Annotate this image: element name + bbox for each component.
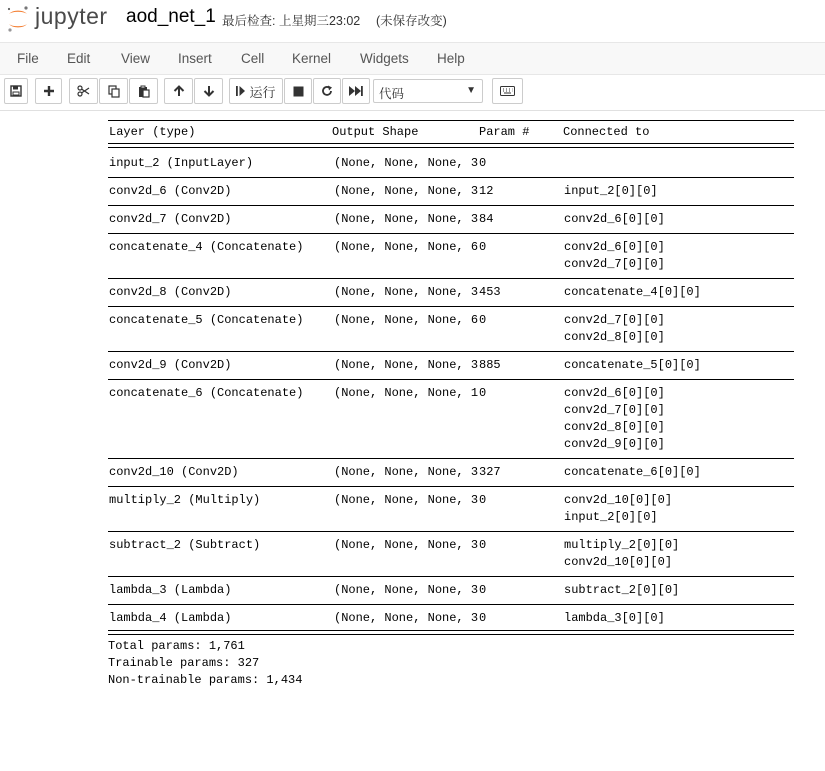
row-separator bbox=[108, 576, 794, 577]
trainable-params: Trainable params: 327 bbox=[108, 656, 260, 670]
cell-type-select[interactable] bbox=[373, 79, 483, 103]
param-count-cell: 84 bbox=[479, 212, 494, 226]
layer-name-cell: concatenate_4 (Concatenate) bbox=[109, 240, 304, 254]
connected-to-cell bbox=[564, 312, 665, 346]
cut-button[interactable] bbox=[69, 78, 98, 104]
output-shape-cell: (None, None, None, 3 bbox=[334, 156, 479, 170]
param-count-cell: 0 bbox=[479, 240, 487, 254]
toolbar bbox=[0, 76, 825, 108]
move-down-button[interactable] bbox=[194, 78, 223, 104]
row-separator bbox=[108, 233, 794, 234]
param-count-cell: 327 bbox=[479, 465, 501, 479]
checkpoint-status: 最后检查: 上星期三23:02 bbox=[222, 14, 361, 28]
layer-name-cell: conv2d_8 (Conv2D) bbox=[109, 285, 232, 299]
restart-run-all-button[interactable] bbox=[342, 78, 370, 104]
copy-button[interactable] bbox=[99, 78, 128, 104]
fast-forward-icon bbox=[349, 85, 363, 97]
connected-layer: conv2d_7[0][0] bbox=[564, 257, 665, 271]
connected-to-cell bbox=[564, 385, 665, 453]
menu-insert[interactable]: Insert bbox=[178, 51, 212, 66]
param-count-cell: 885 bbox=[479, 358, 501, 372]
row-separator bbox=[108, 205, 794, 206]
output-shape-cell: (None, None, None, 3 bbox=[334, 583, 479, 597]
menu-widgets[interactable]: Widgets bbox=[360, 51, 409, 66]
save-button[interactable] bbox=[4, 78, 28, 104]
interrupt-kernel-button[interactable] bbox=[284, 78, 312, 104]
output-shape-cell: (None, None, None, 3 bbox=[334, 212, 479, 226]
param-count-cell: 0 bbox=[479, 493, 487, 507]
copy-icon bbox=[108, 85, 120, 98]
summary-footer-double-rule bbox=[108, 630, 794, 635]
param-count-cell: 0 bbox=[479, 156, 487, 170]
paste-button[interactable] bbox=[129, 78, 158, 104]
header-layer: Layer (type) bbox=[109, 125, 196, 139]
connected-layer: concatenate_5[0][0] bbox=[564, 358, 701, 372]
restart-kernel-button[interactable] bbox=[313, 78, 341, 104]
output-shape-cell: (None, None, None, 3 bbox=[334, 611, 479, 625]
output-shape-cell: (None, None, None, 1 bbox=[334, 386, 479, 400]
output-shape-cell: (None, None, None, 6 bbox=[334, 240, 479, 254]
output-shape-cell: (None, None, None, 6 bbox=[334, 313, 479, 327]
notebook-name[interactable]: aod_net_1 bbox=[126, 6, 216, 27]
run-label: 运行 bbox=[249, 84, 276, 100]
summary-header-double-rule bbox=[108, 143, 794, 148]
jupyter-wordmark[interactable]: jupyter bbox=[35, 3, 108, 29]
param-count-cell: 0 bbox=[479, 583, 487, 597]
connected-layer: subtract_2[0][0] bbox=[564, 583, 680, 597]
stop-icon bbox=[293, 86, 304, 97]
connected-to-cell bbox=[564, 582, 679, 599]
output-shape-cell: (None, None, None, 3 bbox=[334, 358, 479, 372]
menu-kernel[interactable]: Kernel bbox=[292, 51, 332, 66]
param-count-cell: 0 bbox=[479, 386, 487, 400]
row-separator bbox=[108, 531, 794, 532]
run-icon bbox=[236, 85, 246, 97]
row-separator bbox=[108, 351, 794, 352]
notebook-header bbox=[0, 0, 825, 40]
command-palette-button[interactable] bbox=[492, 78, 523, 104]
output-shape-cell: (None, None, None, 3 bbox=[334, 285, 479, 299]
layer-name-cell: conv2d_7 (Conv2D) bbox=[109, 212, 232, 226]
connected-layer: lambda_3[0][0] bbox=[564, 611, 665, 625]
connected-to-cell bbox=[564, 239, 665, 273]
connected-layer: conv2d_8[0][0] bbox=[564, 330, 665, 344]
menu-view[interactable]: View bbox=[121, 51, 151, 66]
connected-layer: conv2d_7[0][0] bbox=[564, 313, 665, 327]
insert-cell-button[interactable] bbox=[35, 78, 62, 104]
row-separator bbox=[108, 486, 794, 487]
toolbar-divider bbox=[0, 110, 825, 111]
row-separator bbox=[108, 604, 794, 605]
connected-layer: conv2d_10[0][0] bbox=[564, 555, 673, 569]
menu-edit[interactable]: Edit bbox=[67, 51, 91, 66]
connected-layer: multiply_2[0][0] bbox=[564, 538, 680, 552]
connected-layer: concatenate_4[0][0] bbox=[564, 285, 701, 299]
layer-name-cell: subtract_2 (Subtract) bbox=[109, 538, 261, 552]
connected-to-cell bbox=[564, 610, 665, 627]
header-param: Param # bbox=[479, 125, 530, 139]
autosave-status: (未保存改变) bbox=[376, 14, 447, 28]
run-button[interactable] bbox=[229, 78, 283, 104]
param-count-cell: 12 bbox=[479, 184, 494, 198]
layer-name-cell: lambda_4 (Lambda) bbox=[109, 611, 232, 625]
connected-layer: conv2d_7[0][0] bbox=[564, 403, 665, 417]
total-params: Total params: 1,761 bbox=[108, 639, 245, 653]
restart-icon bbox=[321, 85, 333, 97]
row-separator bbox=[108, 458, 794, 459]
connected-to-cell bbox=[564, 537, 679, 571]
param-count-cell: 0 bbox=[479, 538, 487, 552]
dropdown-arrow-icon: ▼ bbox=[466, 85, 476, 96]
menu-bar bbox=[0, 42, 825, 75]
param-count-cell: 0 bbox=[479, 611, 487, 625]
menu-help[interactable]: Help bbox=[437, 51, 465, 66]
jupyter-logo-icon[interactable] bbox=[6, 5, 30, 33]
move-up-button[interactable] bbox=[164, 78, 193, 104]
menu-cell[interactable]: Cell bbox=[241, 51, 265, 66]
row-separator bbox=[108, 177, 794, 178]
arrow-down-icon bbox=[203, 85, 215, 97]
layer-name-cell: conv2d_9 (Conv2D) bbox=[109, 358, 232, 372]
layer-name-cell: concatenate_5 (Concatenate) bbox=[109, 313, 304, 327]
connected-to-cell bbox=[564, 211, 665, 228]
layer-name-cell: concatenate_6 (Concatenate) bbox=[109, 386, 304, 400]
output-shape-cell: (None, None, None, 3 bbox=[334, 465, 479, 479]
connected-to-cell bbox=[564, 357, 701, 374]
layer-name-cell: lambda_3 (Lambda) bbox=[109, 583, 232, 597]
output-shape-cell: (None, None, None, 3 bbox=[334, 538, 479, 552]
connected-layer: conv2d_10[0][0] bbox=[564, 493, 673, 507]
param-count-cell: 0 bbox=[479, 313, 487, 327]
connected-layer: conv2d_6[0][0] bbox=[564, 212, 665, 226]
row-separator bbox=[108, 379, 794, 380]
save-icon bbox=[10, 85, 22, 97]
output-shape-cell: (None, None, None, 3 bbox=[334, 493, 479, 507]
connected-to-cell bbox=[564, 183, 658, 200]
keyboard-icon bbox=[500, 86, 515, 96]
connected-layer: input_2[0][0] bbox=[564, 510, 658, 524]
layer-name-cell: multiply_2 (Multiply) bbox=[109, 493, 261, 507]
menu-file[interactable]: File bbox=[17, 51, 39, 66]
row-separator bbox=[108, 306, 794, 307]
cut-icon bbox=[77, 85, 90, 97]
arrow-up-icon bbox=[173, 85, 185, 97]
header-output-shape: Output Shape bbox=[332, 125, 419, 139]
connected-layer: concatenate_6[0][0] bbox=[564, 465, 701, 479]
connected-layer: conv2d_6[0][0] bbox=[564, 240, 665, 254]
layer-name-cell: conv2d_10 (Conv2D) bbox=[109, 465, 239, 479]
connected-layer: conv2d_9[0][0] bbox=[564, 437, 665, 451]
connected-to-cell bbox=[564, 284, 701, 301]
connected-to-cell bbox=[564, 464, 701, 481]
plus-icon bbox=[43, 85, 55, 97]
non-trainable-params: Non-trainable params: 1,434 bbox=[108, 673, 303, 687]
connected-layer: conv2d_8[0][0] bbox=[564, 420, 665, 434]
row-separator bbox=[108, 278, 794, 279]
paste-icon bbox=[138, 85, 150, 98]
output-shape-cell: (None, None, None, 3 bbox=[334, 184, 479, 198]
connected-layer: input_2[0][0] bbox=[564, 184, 658, 198]
summary-top-rule bbox=[108, 120, 794, 121]
layer-name-cell: conv2d_6 (Conv2D) bbox=[109, 184, 232, 198]
cell-type-value: 代码 bbox=[379, 87, 405, 101]
connected-to-cell bbox=[564, 492, 672, 526]
layer-name-cell: input_2 (InputLayer) bbox=[109, 156, 254, 170]
connected-layer: conv2d_6[0][0] bbox=[564, 386, 665, 400]
header-connected-to: Connected to bbox=[563, 125, 650, 139]
param-count-cell: 453 bbox=[479, 285, 501, 299]
